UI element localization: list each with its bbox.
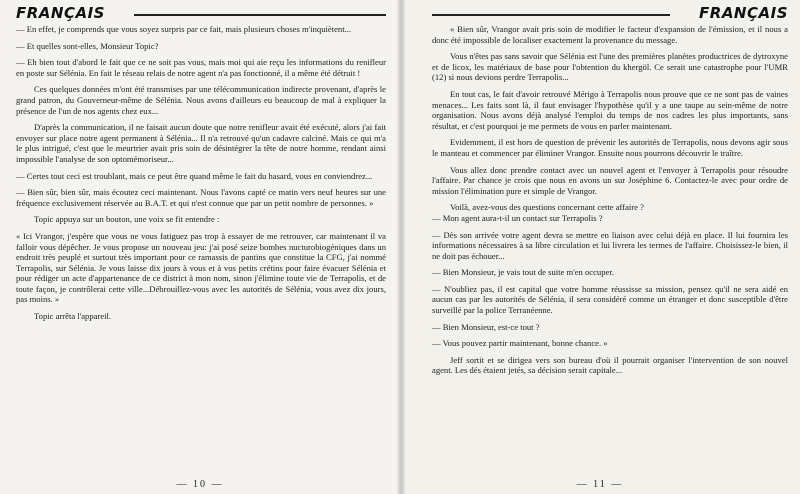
paragraph: Topic appuya sur un bouton, une voix se fit entendre :: [34, 214, 220, 225]
paragraph: — Certes tout ceci est troublant, mais ce peut être quand même le fait du hasard, vous en conviendrez...: [16, 170, 373, 181]
paragraph: Vous n'êtes pas sans savoir que Sélénia est l'une des premières planètes productrices de dytroxyne et de licox, les matériaux de base pour l'obtention du khergöl. Ce serait une catastrophe pour l'UMR (12) si nous devions perdre Terrapolis...: [432, 51, 788, 83]
page-number: — 10 —: [176, 479, 224, 490]
paragraph: — Et quelles sont-elles, Monsieur Topic?: [16, 40, 159, 51]
header-title: FRANÇAIS: [16, 4, 105, 22]
paragraph: — N'oubliez pas, il est capital que votre homme réussisse sa mission, pensez qu'il ne sera aidé en aucun cas par les autorités de Sélénia, il sera considéré comme un étranger et donc susceptible d'être surveillé par la police Terranéenne.: [432, 283, 788, 316]
paragraph: Evidemment, il est hors de question de prévenir les autorités de Terrapolis, nous devons agir sous le manteau et commencer par éliminer Vrangor. Ensuite nous pourrons découvrir le traître.: [432, 137, 788, 158]
page-number: — 11 —: [576, 479, 624, 490]
paragraph: — Dès son arrivée votre agent devra se mettre en liaison avec celui déjà en place. Il lui fournira les informations nécessaires à sa libre circulation et lui livrera les termes de l'affaire. Choisissez-le bien, il ne doit pas échouer...: [432, 229, 788, 261]
paragraph: Vous allez donc prendre contact avec un nouvel agent et l'envoyer à Terrapolis pour résoudre l'affaire. Par chance je crois que nous en avons un sur Joséphine 6. Contactez-le avec pour ordre de mission l'élimination pure et simple de Vrangor.: [432, 164, 788, 196]
paragraph: Jeff sortit et se dirigea vers son bureau d'où il pourrait organiser l'intervention de son nouvel agent. Les dés étaient jetés, sa décision serait capitale...: [432, 354, 788, 376]
header-title: FRANÇAIS: [699, 4, 788, 22]
paragraph: — Mon agent aura-t-il un contact sur Terrapolis ?: [432, 212, 603, 223]
paragraph: D'après la communication, il ne faisait aucun doute que notre renifleur avait été exécuté, alors j'ai fait envoyer sur place notre agent permanent à Sélénia... Il n'a retrouvé qu'un cadavre calciné. Mais ce qui m'a le plus intrigué, c'est que le meurtrier avait pris soin de désintégrer la tête de notre homme, rendant ainsi impossible l'analyse de son optomémoriseur...: [16, 122, 386, 164]
paragraph: En tout cas, le fait d'avoir retrouvé Mérigo à Terrapolis nous prouve que ce ne sont pas de vaines menaces... Les faits sont là, il faut envisager l'hypothèse qu'il y a une taupe au sein-même de notre organisation. Nous avons déjà analysé l'emploi du temps de nos cadres les plus importants, sans résultat, et c'est pourquoi je me permets de vous en parler maintenant.: [432, 88, 788, 131]
page-header: [16, 4, 386, 24]
paragraph: — Bien Monsieur, je vais tout de suite m'en occuper.: [432, 267, 614, 278]
paragraph: « Ici Vrangor, j'espère que vous ne vous fatiguez pas trop à essayer de me retrouver, car maintenant il va falloir vous dépêcher. Je vous propose un nouveau jeu: j'ai posé seize bombes nucturobiogéniques dans un endroit très peuplé et surtout très important pour ce ramassis de pantins que constitue la CFG, j'ai nommé Terrapolis, sur Sélénia. Je vous laisse dix jours à vous et à vos petits crétins pour faire évacuer Sélénia et pour rédiger un acte d'appartenance de ce district à mon nom, sinon j'élimine toute vie de Terrapolis, et de toute façon, je contrôlerai cette ville...Débrouillez-vous avec les autorités de Sélénia, vous avez dix jours, pas moins. »: [16, 230, 386, 305]
body-text: [432, 24, 788, 376]
paragraph: Voilà, avez-vous des questions concernant cette affaire ?: [450, 202, 644, 213]
page-header: [432, 4, 788, 24]
paragraph: — Vous pouvez partir maintenant, bonne chance. »: [432, 338, 608, 349]
header-rule: [134, 14, 386, 16]
paragraph: — Eh bien tout d'abord le fait que ce ne soit pas vous, mais moi qui aie reçu les informations du renifleur en poste sur Sélénia. En fait le réseau relais de notre agent n'a pas fonctionné, il a même été détruit !: [16, 57, 386, 78]
header-rule: [432, 14, 670, 16]
paragraph: Topic arrêta l'appareil.: [34, 311, 112, 322]
paragraph: — Bien sûr, bien sûr, mais écoutez ceci maintenant. Nous l'avons capté ce matin vers neuf heures sur une fréquence exclusivement réservée au B.A.T. et qui n'est connue que par un petit nombre de personnes. »: [16, 187, 386, 208]
book-gutter: [397, 0, 405, 494]
right-page: [400, 0, 800, 494]
paragraph: « Bien sûr, Vrangor avait pris soin de modifier le facteur d'expansion de l'émission, et il nous a donc été impossible de localiser exactement la provenance du message.: [432, 24, 788, 45]
paragraph: — En effet, je comprends que vous soyez surpris par ce fait, mais plusieurs choses m'inquiètent...: [16, 24, 352, 34]
body-text: [16, 24, 386, 322]
paragraph: Ces quelques données m'ont été transmises par une télécommunication indirecte provenant, d'après le grand patron, du Gouverneur-même de Sélénia. Nous avons d'ailleurs eu beaucoup de mal à expliquer la présence de l'un de nos agents chez eux...: [16, 84, 386, 116]
paragraph: — Bien Monsieur, est-ce tout ?: [432, 321, 540, 332]
